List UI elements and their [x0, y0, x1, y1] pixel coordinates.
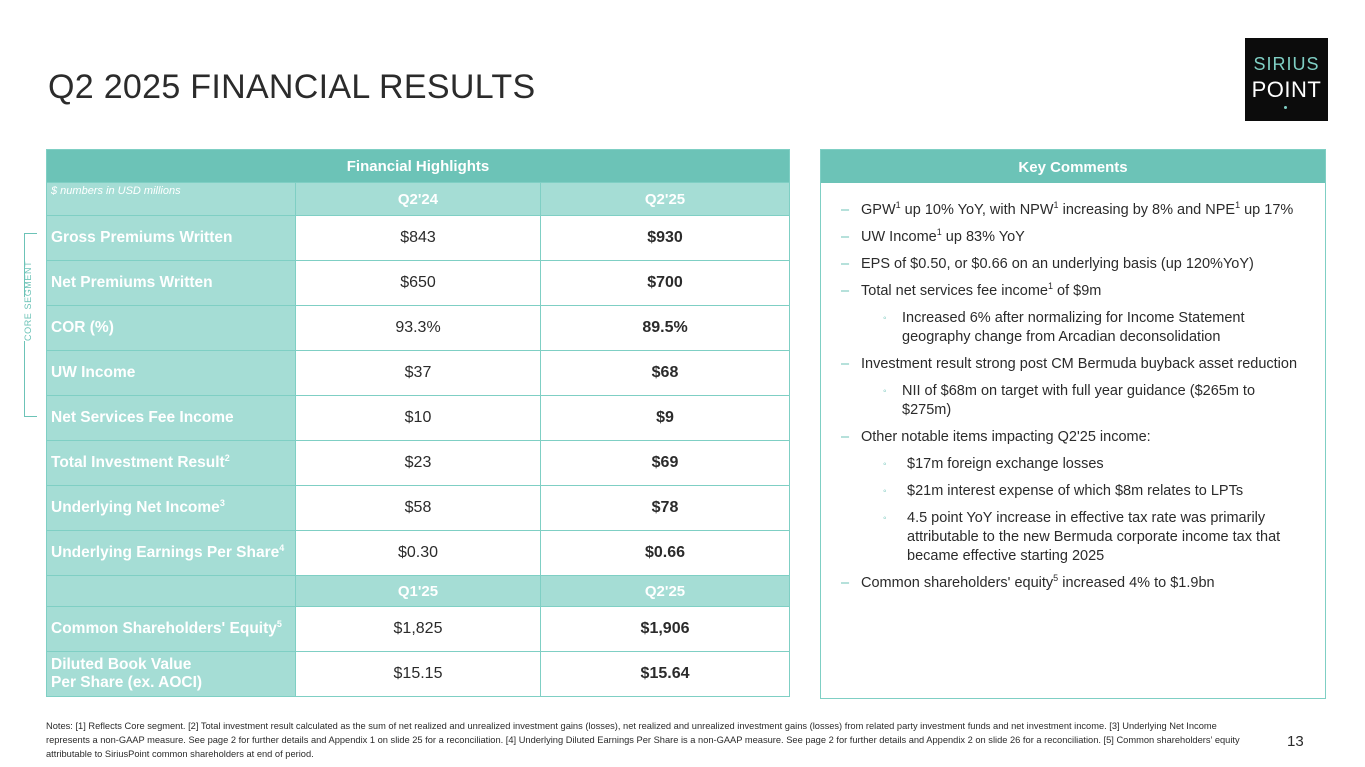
dash-bullet: – [841, 575, 850, 591]
list-item [841, 455, 1301, 474]
text-fragment: NII of $68m on target with full year guidance ($265m to $275m) [902, 383, 1256, 418]
logo-line-1: SIRIUS [1253, 54, 1320, 74]
row-label: Net Premiums Written [47, 261, 296, 306]
text-fragment: up 10% YoY, with NPW [900, 202, 1054, 218]
siriuspoint-logo [1245, 38, 1328, 121]
value-prev: $650 [296, 261, 541, 306]
page-number: 13 [1287, 733, 1304, 750]
row-label: Net Services Fee Income [47, 396, 296, 441]
value-curr: $68 [541, 351, 790, 396]
row-label-text: Total Investment Result [51, 454, 225, 471]
row-label-line-1: Diluted Book Value [51, 656, 192, 673]
footnote-ref: 3 [219, 497, 225, 508]
circle-bullet: ◦ [883, 386, 887, 397]
row-label [47, 652, 296, 697]
list-item [841, 482, 1301, 501]
text-fragment: Common shareholders' equity [861, 575, 1054, 591]
footnote-ref: 1 [1047, 281, 1053, 292]
value-curr: $78 [541, 486, 790, 531]
table-header-row [47, 150, 790, 183]
row-label [47, 441, 296, 486]
text-fragment: GPW [861, 202, 896, 218]
value-prev: $23 [296, 441, 541, 486]
text-fragment: up 17% [1240, 202, 1294, 218]
row-label-line-2: Per Share (ex. AOCI) [51, 674, 203, 691]
list-item [841, 255, 1301, 274]
footnote-ref: 4 [279, 542, 285, 553]
value-curr: $700 [541, 261, 790, 306]
list-item [841, 509, 1301, 566]
footnote-ref: 2 [224, 452, 230, 463]
list-item [841, 355, 1301, 374]
dash-bullet: – [841, 202, 850, 218]
key-comments-panel [820, 149, 1326, 699]
table-title: Financial Highlights [47, 150, 790, 183]
table-row-net-premiums [47, 261, 790, 306]
list-item [841, 201, 1301, 220]
row-label: COR (%) [47, 306, 296, 351]
footnotes: Notes: [1] Reflects Core segment. [2] Total investment result calculated as the sum of net realized and unrealized investment gains (losses), net realized and unrealized investment gains (losses) from related party investment funds and net investment income. [3] Underlying Net Income represents a non-GAAP measure. See page 2 for further details and Appendix 1 on slide 25 for a reconciliation. [4] Underlying Diluted Earnings Per Share is a non-GAAP measure. See page 2 for further details and Appendix 2 on slide 26 for a reconciliation. [5] Common shareholders’ equity attributable to SiriusPoint common shareholders at end of period. [46, 721, 1240, 759]
financial-highlights-table [46, 149, 790, 697]
col-header-q2-24: Q2'24 [296, 183, 541, 216]
col-header-q2-25-b: Q2'25 [541, 576, 790, 607]
col-header-q2-25: Q2'25 [541, 183, 790, 216]
table-row-total-investment-result [47, 441, 790, 486]
circle-bullet: ◦ [883, 459, 887, 470]
page-title: Q2 2025 FINANCIAL RESULTS [48, 68, 536, 106]
value-curr: $9 [541, 396, 790, 441]
row-label-text: Common Shareholders' Equity [51, 620, 277, 637]
units-note: $ numbers in USD millions [47, 183, 296, 216]
text-fragment: Increased 6% after normalizing for Income Statement geography change from Arcadian deconsolidation [902, 310, 1245, 345]
empty-header-cell [47, 576, 296, 607]
text-fragment: $21m interest expense of which $8m relates to LPTs [907, 483, 1244, 499]
text-fragment: Other notable items impacting Q2'25 income: [861, 429, 1151, 445]
table-row-underlying-net-income [47, 486, 790, 531]
text-fragment: Investment result strong post CM Bermuda buyback asset reduction [861, 356, 1298, 372]
dash-bullet: – [841, 429, 850, 445]
list-item [841, 428, 1301, 447]
footnote-ref: 1 [936, 227, 942, 238]
row-label [47, 607, 296, 652]
value-prev: $1,825 [296, 607, 541, 652]
row-label-text: Underlying Earnings Per Share [51, 544, 280, 561]
list-item [841, 382, 1301, 420]
value-curr: 89.5% [541, 306, 790, 351]
period-header-row [47, 183, 790, 216]
table-row-cor [47, 306, 790, 351]
row-label [47, 531, 296, 576]
list-item [841, 309, 1301, 347]
circle-bullet: ◦ [883, 486, 887, 497]
value-curr: $0.66 [541, 531, 790, 576]
value-prev: $843 [296, 216, 541, 261]
row-label: UW Income [47, 351, 296, 396]
footnote-ref: 1 [895, 200, 901, 211]
value-curr: $1,906 [541, 607, 790, 652]
period-header-row-2 [47, 576, 790, 607]
text-fragment: Total net services fee income [861, 283, 1048, 299]
dash-bullet: – [841, 229, 850, 245]
value-curr: $15.64 [541, 652, 790, 697]
text-fragment: up 83% YoY [941, 229, 1025, 245]
text-fragment: $17m foreign exchange losses [907, 456, 1104, 472]
core-segment-label: CORE SEGMENT [23, 297, 37, 341]
value-curr: $69 [541, 441, 790, 486]
col-header-q1-25: Q1'25 [296, 576, 541, 607]
text-fragment: increased 4% to $1.9bn [1058, 575, 1215, 591]
text-fragment: 4.5 point YoY increase in effective tax rate was primarily attributable to the new Bermuda corporate income tax that became effective starting 2025 [907, 510, 1281, 564]
key-comments-header: Key Comments [821, 150, 1325, 183]
dash-bullet: – [841, 283, 850, 299]
dash-bullet: – [841, 356, 850, 372]
footnote-ref: 5 [276, 618, 282, 629]
key-comments-list [821, 183, 1325, 593]
text-fragment: increasing by 8% and NPE [1058, 202, 1236, 218]
row-label [47, 486, 296, 531]
value-prev: $10 [296, 396, 541, 441]
logo-line-2: POINT [1251, 77, 1322, 102]
table-row-shareholders-equity [47, 607, 790, 652]
row-label-text: Underlying Net Income [51, 499, 220, 516]
table-row-gross-premiums [47, 216, 790, 261]
circle-bullet: ◦ [883, 513, 887, 524]
footnote-ref: 1 [1235, 200, 1241, 211]
table-row-net-services-fee [47, 396, 790, 441]
table-row-uw-income [47, 351, 790, 396]
text-fragment: UW Income [861, 229, 937, 245]
value-prev: $0.30 [296, 531, 541, 576]
value-prev: $58 [296, 486, 541, 531]
list-item [841, 574, 1301, 593]
footnote-ref: 5 [1053, 573, 1059, 584]
logo-dot [1284, 106, 1287, 109]
row-label: Gross Premiums Written [47, 216, 296, 261]
table-row-diluted-bvps [47, 652, 790, 697]
text-fragment: of $9m [1053, 283, 1102, 299]
table-row-underlying-eps [47, 531, 790, 576]
circle-bullet: ◦ [883, 313, 887, 324]
list-item [841, 282, 1301, 301]
list-item [841, 228, 1301, 247]
value-prev: $15.15 [296, 652, 541, 697]
footnote-ref: 1 [1053, 200, 1059, 211]
value-prev: 93.3% [296, 306, 541, 351]
dash-bullet: – [841, 256, 850, 272]
value-prev: $37 [296, 351, 541, 396]
value-curr: $930 [541, 216, 790, 261]
text-fragment: EPS of $0.50, or $0.66 on an underlying basis (up 120%YoY) [861, 256, 1254, 272]
